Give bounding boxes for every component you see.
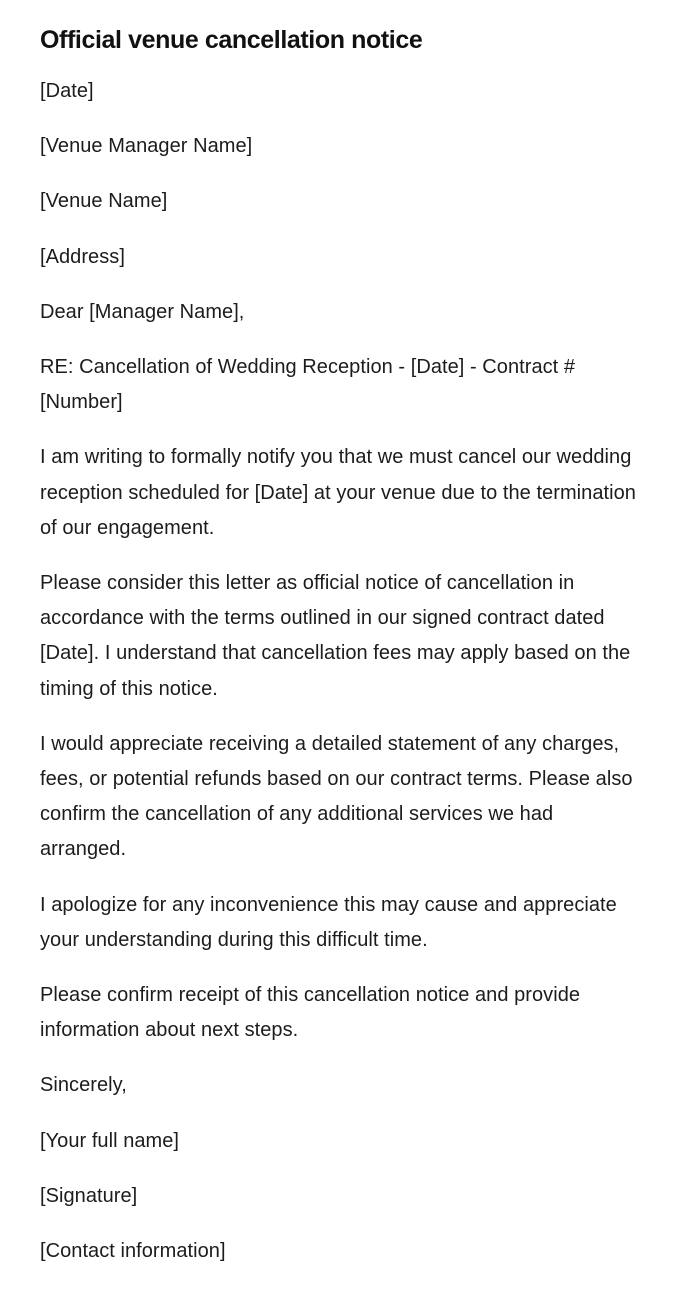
body-paragraph: I am writing to formally notify you that we must cancel our wedding reception scheduled for [Date] at your venue due to the termination of our engagement. (40, 446, 636, 539)
recipient-manager-name: [Venue Manager Name] (40, 135, 253, 158)
sender-contact-information: [Contact information] (40, 1240, 226, 1263)
body-paragraph: I would appreciate receiving a detailed statement of any charges, fees, or potential refunds based on our contract terms. Please also confirm the cancellation of any additional services we had arranged. (40, 732, 633, 861)
sender-full-name: [Your full name] (40, 1129, 180, 1152)
body-paragraph: Please confirm receipt of this cancellation notice and provide information about next steps. (40, 984, 581, 1042)
sender-signature: [Signature] (40, 1184, 138, 1207)
subject-line: RE: Cancellation of Wedding Reception - [Date] - Contract #[Number] (40, 356, 576, 414)
document-title: Official venue cancellation notice (40, 26, 423, 54)
body-paragraph: Please consider this letter as official notice of cancellation in accordance with the terms outlined in our signed contract dated [Date]. I understand that cancellation fees may apply based on the timing of this notice. (40, 572, 631, 700)
recipient-venue-name: [Venue Name] (40, 190, 168, 213)
letter-date: [Date] (40, 80, 94, 102)
letter-document (40, 22, 640, 1289)
body-paragraph: I apologize for any inconvenience this may cause and appreciate your understanding during this difficult time. (40, 893, 617, 951)
closing: Sincerely, (40, 1074, 127, 1097)
recipient-address: [Address] (40, 245, 125, 268)
salutation: Dear [Manager Name], (40, 300, 245, 323)
